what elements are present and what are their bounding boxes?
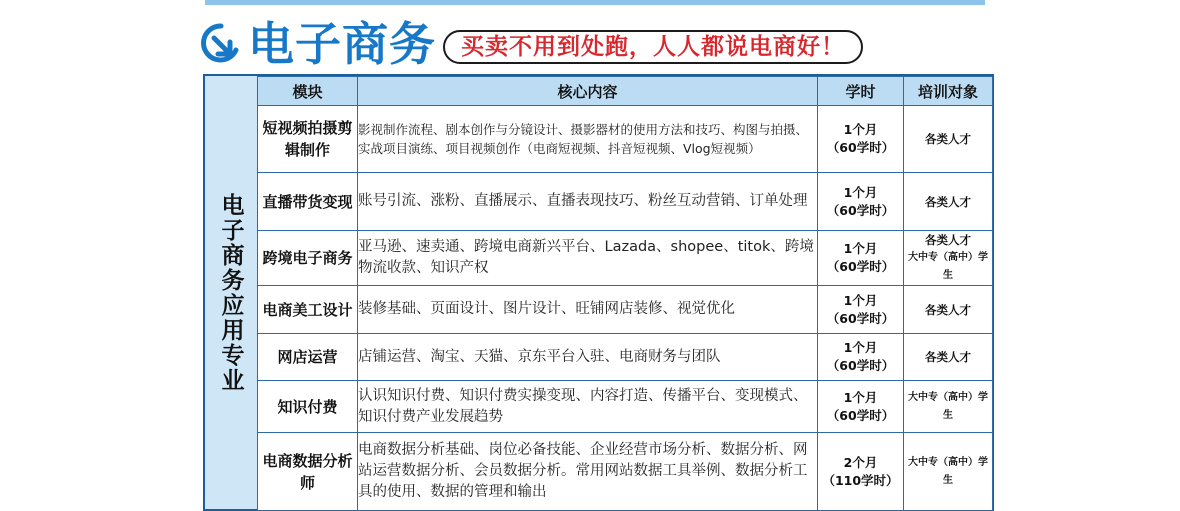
- hours-duration: 1个月: [843, 184, 878, 200]
- hours-count: （60学时）: [826, 407, 895, 423]
- hours-cell: [818, 173, 904, 231]
- table-row: [258, 433, 993, 511]
- table-row: [258, 334, 993, 381]
- target-cell: [904, 381, 993, 433]
- hours-duration: 1个月: [843, 122, 878, 137]
- content-cell: 装修基础、页面设计、图片设计、旺铺网店装修、视觉优化: [358, 286, 818, 334]
- module-cell: 网店运营: [258, 334, 358, 381]
- program-name: 电子商务应用专业: [217, 192, 244, 393]
- target-primary: 各类人才: [925, 194, 971, 209]
- target-primary: 各类人才: [925, 132, 971, 146]
- module-cell: 电商美工设计: [258, 286, 358, 334]
- target-primary: 各类人才: [925, 233, 971, 247]
- table-row: [258, 231, 993, 286]
- hours-cell: [818, 286, 904, 334]
- column-header-content: 核心内容: [358, 77, 818, 106]
- page-header: [200, 12, 990, 74]
- target-primary: 各类人才: [925, 350, 971, 364]
- module-cell: 直播带货变现: [258, 173, 358, 231]
- column-header-module: 模块: [258, 77, 358, 106]
- target-cell: [904, 173, 993, 231]
- slogan-badge: 买卖不用到处跑，人人都说电商好！: [443, 30, 863, 64]
- hours-cell: [818, 106, 904, 173]
- hours-count: （60学时）: [826, 140, 895, 155]
- target-cell: [904, 106, 993, 173]
- hours-cell: [818, 433, 904, 511]
- content-cell: 电商数据分析基础、岗位必备技能、企业经营市场分析、数据分析、网站运营数据分析、会员数据分析。常用网站数据工具举例、数据分析工具的使用、数据的管理和输出: [358, 433, 818, 511]
- table-row: [258, 106, 993, 173]
- module-cell: 电商数据分析师: [258, 433, 358, 511]
- hours-cell: [818, 231, 904, 286]
- content-cell: 影视制作流程、剧本创作与分镜设计、摄影器材的使用方法和技巧、构图与拍摄、实战项目演练、项目视频创作（电商短视频、抖音短视频、Vlog短视频）: [358, 106, 818, 173]
- table-row: [258, 173, 993, 231]
- content-cell: 账号引流、涨粉、直播展示、直播表现技巧、粉丝互动营销、订单处理: [358, 173, 818, 231]
- top-accent-bar: [205, 0, 985, 5]
- course-table: [257, 76, 993, 511]
- table-header-row: [258, 77, 993, 106]
- page-title: 电子商务: [248, 17, 436, 71]
- hours-cell: [818, 334, 904, 381]
- hours-cell: [818, 381, 904, 433]
- hours-count: （60学时）: [826, 358, 895, 373]
- hours-count: （60学时）: [826, 259, 895, 274]
- content-cell: 认识知识付费、知识付费实操变现、内容打造、传播平台、变现模式、知识付费产业发展趋势: [358, 381, 818, 433]
- target-cell: [904, 231, 993, 286]
- target-secondary: 大中专（高中）学生: [908, 252, 988, 281]
- module-cell: 短视频拍摄剪辑制作: [258, 106, 358, 173]
- target-cell: [904, 334, 993, 381]
- target-cell: [904, 433, 993, 511]
- course-table-frame: [203, 74, 994, 511]
- hours-duration: 1个月: [843, 389, 878, 405]
- hours-duration: 2个月: [843, 454, 878, 470]
- module-cell: 跨境电子商务: [258, 231, 358, 286]
- column-header-hours: 学时: [818, 77, 904, 106]
- content-cell: 店铺运营、淘宝、天猫、京东平台入驻、电商财务与团队: [358, 334, 818, 381]
- hours-count: （60学时）: [826, 310, 895, 326]
- target-primary: 大中专（高中）学生: [908, 456, 988, 486]
- table-row: [258, 381, 993, 433]
- arrow-circle-icon: [200, 22, 242, 64]
- target-primary: 大中专（高中）学生: [908, 391, 988, 421]
- module-cell: 知识付费: [258, 381, 358, 433]
- hours-count: （60学时）: [826, 202, 895, 218]
- column-header-target: 培训对象: [904, 77, 993, 106]
- hours-duration: 1个月: [843, 340, 878, 355]
- hours-duration: 1个月: [843, 241, 878, 256]
- hours-duration: 1个月: [843, 292, 878, 308]
- hours-count: （110学时）: [822, 472, 899, 488]
- content-cell: 亚马逊、速卖通、跨境电商新兴平台、Lazada、shopee、titok、跨境物流收款、知识产权: [358, 231, 818, 286]
- target-primary: 各类人才: [925, 302, 971, 317]
- program-sidebar: [205, 76, 257, 509]
- table-row: [258, 286, 993, 334]
- target-cell: [904, 286, 993, 334]
